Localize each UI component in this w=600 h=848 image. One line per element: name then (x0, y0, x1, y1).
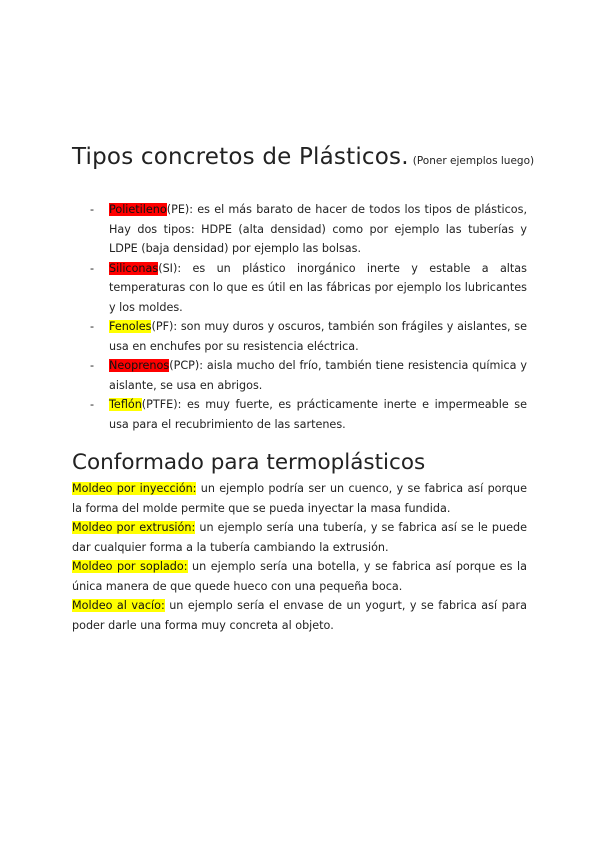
section-title-text: Tipos concretos de Plásticos. (72, 144, 409, 170)
method-highlight: Moldeo por inyección: (72, 482, 197, 495)
plastic-types-list (90, 200, 527, 434)
term-highlight: Fenoles (109, 320, 152, 333)
term-description: (SI): es un plástico inorgánico inerte y estable a altas temperaturas con lo que es útil en las fábricas por ejemplo los lubricantes y los moldes. (109, 261, 527, 314)
paragraph (72, 596, 527, 635)
term-description: (PF): son muy duros y oscuros, también son frágiles y aislantes, se usa en enchufes por su resistencia eléctrica. (109, 320, 527, 353)
method-highlight: Moldeo al vacío: (72, 599, 165, 612)
section-title-plastic-types (72, 144, 534, 170)
term-highlight: Neoprenos (109, 359, 170, 372)
method-highlight: Moldeo por soplado: (72, 560, 188, 573)
term-highlight: Teflón (109, 398, 142, 411)
section-title-note: (Poner ejemplos luego) (412, 155, 535, 167)
list-item (90, 395, 527, 434)
list-item (90, 356, 527, 395)
term-highlight: Siliconas (109, 261, 159, 275)
list-item (90, 200, 527, 259)
method-description: un ejemplo podría ser un cuenco, y se fabrica así porque la forma del molde permite que se pueda inyectar la masa fundida. (72, 482, 527, 515)
method-description: un ejemplo sería una tubería, y se fabrica así se le puede dar cualquier forma a la tubería cambiando la extrusión. (72, 521, 527, 554)
term-description: (PCP): aisla mucho del frío, también tiene resistencia química y aislante, se usa en abrigos. (109, 359, 527, 392)
term-description: (PTFE): es muy fuerte, es prácticamente inerte e impermeable se usa para el recubrimiento de las sartenes. (109, 398, 527, 431)
paragraph (72, 479, 527, 518)
list-item (90, 317, 527, 356)
method-description: un ejemplo sería el envase de un yogurt, y se fabrica así para poder darle una forma muy concreta al objeto. (72, 599, 527, 632)
paragraph (72, 557, 527, 596)
paragraph (72, 518, 527, 557)
section-title-thermoplastic-forming: Conformado para termoplásticos (72, 450, 426, 475)
list-item (90, 259, 527, 318)
forming-methods (72, 479, 527, 635)
method-highlight: Moldeo por extrusión: (72, 521, 196, 534)
term-highlight: Polietileno (109, 203, 167, 216)
method-description: un ejemplo sería una botella, y se fabrica así porque es la única manera de que quede hueco con una pequeña boca. (72, 560, 527, 593)
term-description: (PE): es el más barato de hacer de todos los tipos de plásticos, Hay dos tipos: HDPE (alta densidad) como por ejemplo las tuberías y LDPE (baja densidad) por ejemplo las bolsas. (109, 203, 527, 255)
